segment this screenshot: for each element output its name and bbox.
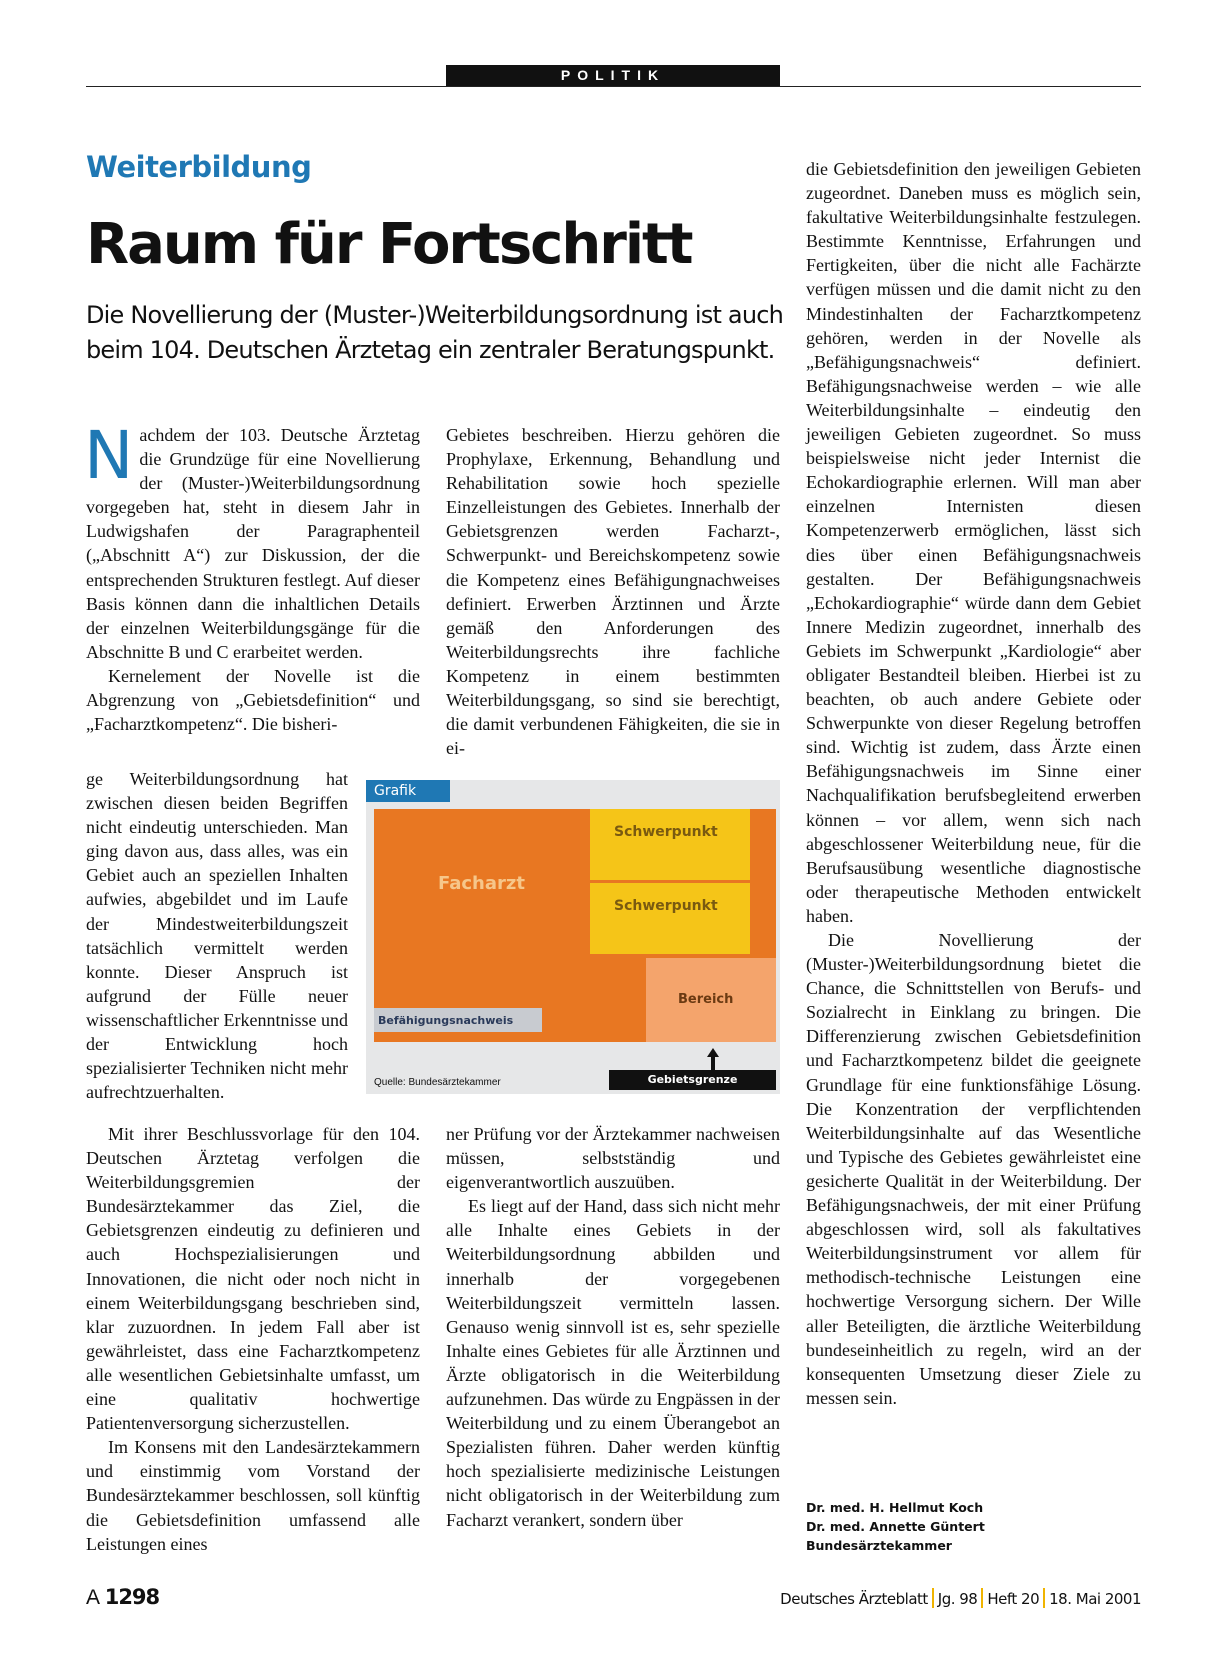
journal-issue: Heft 20 (987, 1590, 1040, 1608)
figure-gebietsgrenze-label: Gebietsgrenze (647, 1073, 738, 1086)
column-1-top (84, 417, 420, 736)
column-2-top (446, 423, 780, 760)
paragraph-hand: Es liegt auf der Hand, dass sich nicht mehr alle Inhalte eines Gebiets in der Weiterbildungsordnung abbilden und innerhalb der vorgegebenen Weiterbildungszeit vermitteln lassen. Genauso wenig sinnvoll ist es, sehr spezielle Inhalte eines Gebietes für alle Ärztinnen und Ärzte obligatorisch in die Weiterbildung aufzunehmen. Das würde zu Engpässen in der Weiterbildung und zu einem Überangebot an Spezialisten führen. Daher werden künftig hoch spezialisierte medizinische Leistungen nicht obligatorisch in der Weiterbildung zum Facharzt verankert, sondern über (446, 1196, 780, 1530)
figure-facharzt-label: Facharzt (438, 873, 525, 894)
footer-separator (1043, 1588, 1045, 1608)
footer-separator (981, 1588, 983, 1608)
lede-line-1: Die Novellierung der (Muster-)Weiterbildungsordnung ist auch (86, 301, 784, 329)
column-1-wrap (86, 767, 348, 1104)
paragraph-intro-text: achdem der 103. Deutsche Ärztetag die Grundzüge für eine Novellierung der (Muster-)Weiterbildungsordnung vorgegeben hat, steht in diesem Jahr in Ludwigshafen der Paragraphenteil („Abschnitt A“) zur Diskussion, der die entsprechenden Strukturen festlegt. Auf dieser Basis können dann die inhaltlichen Details der einzelnen Weiterbildungsgänge für die Abschnitte B und C erarbeitet werden. (86, 425, 420, 662)
column-2-bottom (446, 1122, 780, 1532)
author-signature (806, 1498, 985, 1555)
dropcap: N (84, 417, 134, 494)
paragraph-pruefung: ner Prüfung vor der Ärztekammer nachweisen müssen, selbstständig und eigenverantwortlich auszuüben. (446, 1124, 780, 1193)
footer-separator (932, 1588, 934, 1608)
figure-grafik (366, 780, 780, 1094)
author-affiliation: Bundesärztekammer (806, 1538, 952, 1553)
lede-line-2: beim 104. Deutschen Ärztetag ein zentraler Beratungspunkt. (86, 336, 775, 364)
journal-volume: Jg. 98 (937, 1590, 978, 1608)
paragraph-kernelement-cont: ge Weiterbildungsordnung hat zwischen diesen beiden Begriffen nicht eindeutig unterschieden. Man ging davon aus, dass alles, was ein Gebiet auch an speziellen Inhalten aufwies, abgebildet und im Laufe der Mindestweiterbildungszeit tatsächlich vermittelt werden konnte. Dieser Anspruch ist aufgrund der Fülle neuer wissenschaftlicher Erkenntnisse und der Entwicklung hoch spezialisierter Techniken nicht mehr aufrechtzuerhalten. (86, 769, 348, 1103)
journal-footer (780, 1588, 1141, 1608)
figure-schwerpunkt-2-label: Schwerpunkt (614, 898, 718, 914)
author-2: Dr. med. Annette Güntert (806, 1519, 985, 1534)
author-1: Dr. med. H. Hellmut Koch (806, 1500, 984, 1515)
header-rule (86, 86, 1141, 87)
figure-source: Quelle: Bundesärztekammer (374, 1077, 501, 1088)
page-number-value: 1298 (104, 1585, 160, 1609)
figure-tag: Grafik (366, 780, 450, 802)
figure-schwerpunkt-1 (590, 809, 750, 880)
headline: Raum für Fortschritt (86, 212, 692, 277)
paragraph-konsens: Im Konsens mit den Landesärztekammern und einstimmig vom Vorstand der Bundesärztekammer beschlossen, soll künftig die Gebietsdefinition umfassend alle Leistungen eines (86, 1437, 420, 1554)
section-label: POLITIK (446, 65, 780, 86)
column-1-bottom (86, 1122, 420, 1556)
lede (86, 298, 796, 368)
figure-befaehigung-label: Befähigungsnachweis (378, 1014, 514, 1027)
paragraph-intro (84, 417, 420, 664)
kicker: Weiterbildung (86, 150, 312, 184)
paragraph-kernelement: Kernelement der Novelle ist die Abgrenzung von „Gebietsdefinition“ und „Facharztkompetenz“. Die bisheri- (86, 665, 420, 735)
paragraph-beschlussvorlage: Mit ihrer Beschlussvorlage für den 104. Deutschen Ärztetag verfolgen die Weiterbildungsgremien der Bundesärztekammer das Ziel, die Gebietsgrenzen eindeutig zu definieren und auch Hochspezialisierungen und Innovationen, die nicht oder noch nicht in einem Weiterbildungsgang beschrieben sind, klar zuzuordnen. In jedem Fall aber ist gewährleistet, dass eine Facharztkompetenz alle wesentlichen Gebietsinhalte umfasst, um eine qualitativ hochwertige Patientenversorgung sicherzustellen. (86, 1124, 420, 1434)
page-prefix: A (86, 1586, 99, 1609)
journal-date: 18. Mai 2001 (1049, 1590, 1141, 1608)
figure-schwerpunkt-2 (590, 883, 750, 954)
paragraph-gebietsdefinition: die Gebietsdefinition den jeweiligen Gebieten zugeordnet. Daneben muss es möglich sein, fakultative Weiterbildungsinhalte festzulegen. Bestimmte Kenntnisse, Erfahrungen und Fertigkeiten, über die nicht alle Fachärzte verfügen müssen und die damit nicht zu den Mindestinhalten der Facharztkompetenz gehören, werden in der Novelle als „Befähigungsnachweis“ definiert. Befähigungsnachweise werden – wie alle Weiterbildungsinhalte – eindeutig den jeweiligen Gebieten zugeordnet. So muss beispielsweise nicht jeder Internist die Echokardiographie erlernen. Will man aber einzelnen Internisten diesen Kompetenzerwerb ermöglichen, lässt sich dies über einen Befähigungsnachweis gestalten. Der Befähigungsnachweis „Echokardiographie“ würde dann dem Gebiet Innere Medizin zugeordnet, innerhalb des Gebiets im Schwerpunkt „Kardiologie“ aber obligater Bestandteil bleiben. Hierbei ist zu beachten, ob auch andere Gebiete oder Schwerpunkte von dieser Regelung betroffen sind. Wichtig ist zudem, dass Ärzte einen Befähigungsnachweis im Sinne einer Nachqualifikation berufsbegleitend erwerben können – vor allem, wenn sich nach abgeschlossener Weiterbildung neue, für die Berufsausübung wesentliche diagnostische oder therapeutische Methoden entwickelt haben. (806, 159, 1141, 926)
figure-bereich-label: Bereich (678, 992, 734, 1007)
figure-schwerpunkt-1-label: Schwerpunkt (614, 824, 718, 840)
journal-name: Deutsches Ärzteblatt (780, 1590, 928, 1608)
paragraph-novellierung: Die Novellierung der (Muster-)Weiterbildungsordnung bietet die Chance, die Schnittstellen von Berufs- und Sozialrecht in Einklang zu bringen. Die Differenzierung zwischen Gebietsdefinition und Facharztkompetenz bildet die geeignete Grundlage für eine funktionsfähige Lösung. Die Konzentration der verpflichtenden Weiterbildungsinhalte auf das Wesentliche und Typische des Gebietes gewährleistet eine gesicherte Qualität in der Weiterbildung. Der Befähigungsnachweis, der mit einer Prüfung abgeschlossen wird, soll als fakultatives Weiterbildungsinstrument vor allem für methodisch-technische Leistungen eine hochwertige Versorgung sichern. Der Wille aller Beteiligten, die ärztliche Weiterbildung bundeseinheitlich zu regeln, wird an der konsequenten Umsetzung dieser Ziele zu messen sein. (806, 930, 1141, 1408)
column-3 (806, 157, 1141, 1410)
page-number (86, 1585, 159, 1610)
paragraph-gebiet: Gebietes beschreiben. Hierzu gehören die Prophylaxe, Erkennung, Behandlung und Rehabilitation sowie hoch spezielle Einzelleistungen des Gebietes. Innerhalb der Gebietsgrenzen werden Facharzt-, Schwerpunkt- und Bereichskompetenz sowie die Kompetenz eines Befähigungnachweises definiert. Erwerben Ärztinnen und Ärzte gemäß den Anforderungen des Weiterbildungsrechts ihre fachliche Kompetenz in einem bestimmten Weiterbildungsgang, so sind sie berechtigt, die damit verbundenen Fähigkeiten, die sie in ei- (446, 425, 780, 759)
figure-gebietsgrenze-stem (711, 1056, 715, 1070)
